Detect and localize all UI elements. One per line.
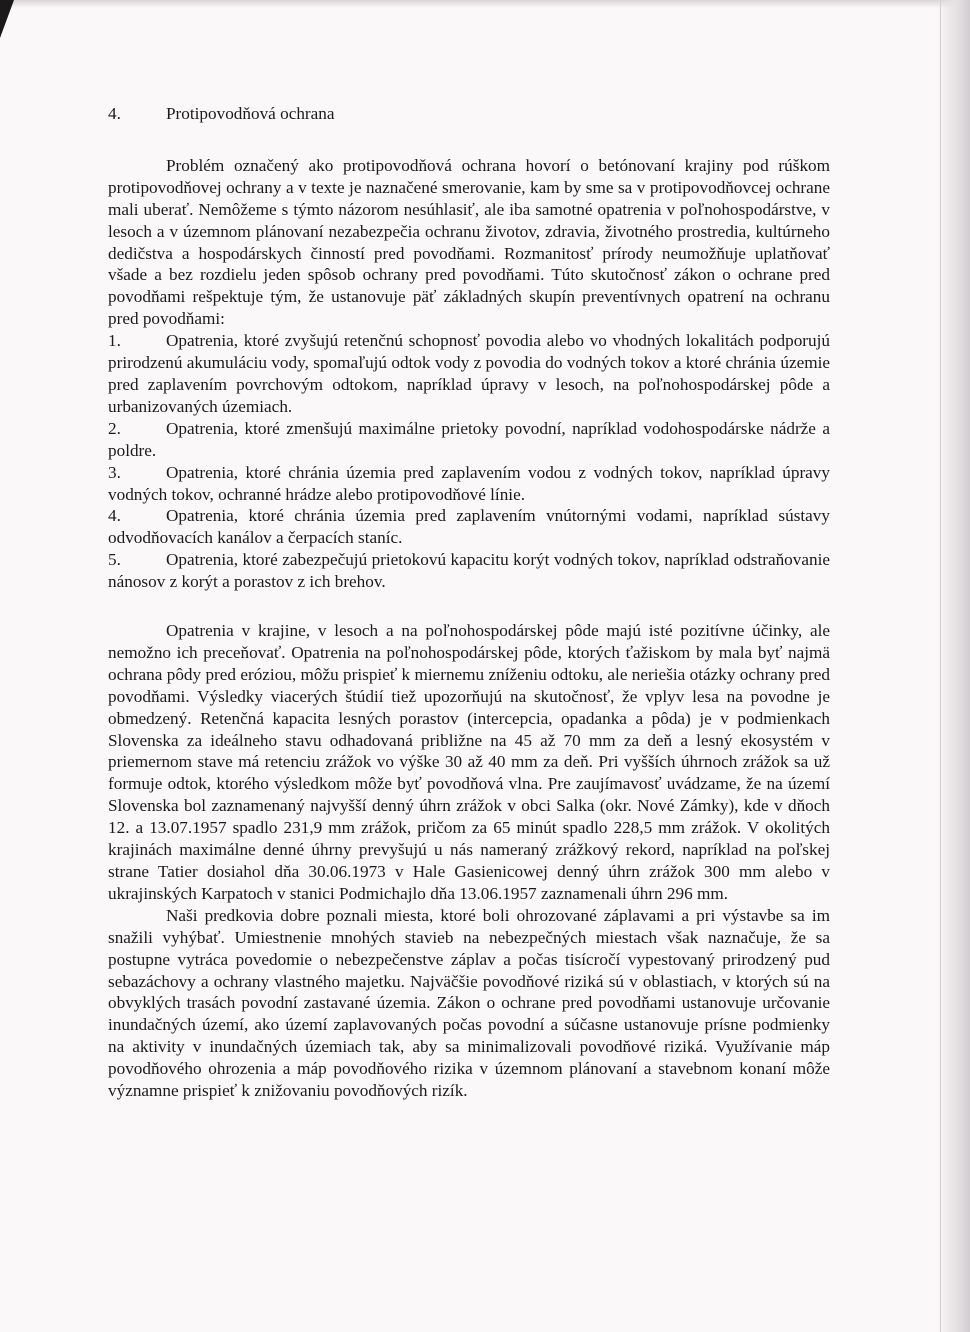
measure-text: Opatrenia, ktoré chránia územia pred zaplavením vnútornými vodami, napríklad sústavy odvodňovacích kanálov a čerpacích staníc.: [108, 506, 830, 548]
paragraph-gap: [108, 593, 830, 620]
ancestors-paragraph: Naši predkovia dobre poznali miesta, ktoré boli ohrozované záplavami a pri výstavbe sa im snažili vyhýbať. Umiestnenie mnohých stavieb na nebezpečných miestach však naznačuje, že sa postupne vytráca povedomie o nebezpečenstve záplav a počas tisícročí vypestovaný prirodzený pud sebazáchovy a ochrany vlastného majetku. Najväčšie povodňové riziká sú v oblastiach, v ktorých sú na obvyklých trasách povodní zastavané územia. Zákon o ochrane pred povodňami ustanovuje určovanie inundačných území, ako území zaplavovaných počas povodní a súčasne ustanovuje prísne podmienky na aktivity v inundačných územiach tak, aby sa minimalizovali povodňové riziká. Využívanie máp povodňového ohrozenia a máp povodňového rizika v územnom plánovaní a stavebnom konaní môže významne prispieť k znižovaniu povodňových rizík.: [108, 905, 830, 1101]
section-heading: [108, 103, 830, 125]
measure-number: 3.: [108, 462, 121, 482]
scan-top-shadow: [0, 0, 970, 8]
measure-text: Opatrenia, ktoré zmenšujú maximálne prietoky povodní, napríklad vodohospodárske nádrže a poldre.: [108, 418, 830, 460]
measure-text: Opatrenia, ktoré zabezpečujú prietokovú kapacitu korýt vodných tokov, napríklad odstraňovanie nánosov z korýt a porastov z ich brehov.: [108, 550, 830, 592]
measure-item-5: [108, 549, 830, 593]
document-page: [108, 103, 830, 1102]
measure-text: Opatrenia, ktoré chránia územia pred zaplavením vodou z vodných tokov, napríklad úpravy vodných tokov, ochranné hrádze alebo protipovodňové línie.: [108, 462, 830, 504]
measure-number: 4.: [108, 506, 121, 526]
measure-item-2: [108, 418, 830, 462]
measure-item-3: [108, 462, 830, 506]
intro-paragraph: Problém označený ako protipovodňová ochrana hovorí o betónovaní krajiny pod rúškom protipovodňovej ochrany a v texte je naznačené smerovanie, kam by sme sa v protipovodňovcej ochrane mali uberať. Nemôžeme s týmto názorom nesúhlasiť, ale iba samotné opatrenia v poľnohospodárstve, v lesoch a v územnom plánovaní nezabezpečia ochranu životov, zdravia, životného prostredia, kultúrneho dedičstva a hospodárskych činností pred povodňami. Rozmanitosť prírody neumožňuje uplatňovať všade a bez rozdielu jeden spôsob ochrany pred povodňami. Túto skutočnosť zákon o ochrane pred povodňami rešpektuje tým, že ustanovuje päť základných skupín preventívnych opatrení na ochranu pred povodňami:: [108, 155, 830, 329]
section-title: Protipovodňová ochrana: [166, 104, 335, 123]
landscape-paragraph: Opatrenia v krajine, v lesoch a na poľnohospodárskej pôde majú isté pozitívne účinky, ale nemožno ich preceňovať. Opatrenia na poľnohospodárskej pôde, ktorých ťažiskom by mala byť najmä ochrana pôdy pred eróziou, môžu prispieť k miernemu zníženiu odtoku, ale neriešia otázky ochrany pred povodňami. Výsledky viacerých štúdií tiež upozorňujú na skutočnosť, že vplyv lesa na povodne je obmedzený. Retenčná kapacita lesných porastov (intercepcia, opadanka a pôda) je v podmienkach Slovenska za ideálneho stavu odhadovaná približne na 45 až 70 mm za deň a lesný ekosystém v priemernom stave má retenciu zrážok vo výške 30 až 40 mm za deň. Pri vyšších úhrnoch zrážok sa už formuje odtok, ktorého výsledkom môže byť povodňová vlna. Pre zaujímavosť uvádzame, že na území Slovenska bol zaznamenaný najvyšší denný úhrn zrážok v obci Salka (okr. Nové Zámky), kde v dňoch 12. a 13.07.1957 spadlo 231,9 mm zrážok, pričom za 65 minút spadlo 228,5 mm zrážok. V okolitých krajinách maximálne denné úhrny prevyšujú u nás nameraný zrážkový rekord, napríklad na poľskej strane Tatier dosiahol dňa 30.06.1973 v Hale Gasienicowej denný úhrn zrážok 300 mm alebo v ukrajinských Karpatoch v stanici Podmichajlo dňa 13.06.1957 zaznamenali úhrn 296 mm.: [108, 621, 830, 903]
measure-number: 2.: [108, 418, 121, 438]
scan-right-shadow: [936, 0, 970, 1332]
measure-number: 5.: [108, 550, 121, 570]
scan-corner-mark: [0, 0, 14, 38]
measure-number: 1.: [108, 331, 121, 351]
measure-item-4: [108, 505, 830, 549]
measure-text: Opatrenia, ktoré zvyšujú retenčnú schopnosť povodia alebo vo vhodných lokalitách podporujú prirodzenú akumuláciu vody, spomaľujú odtok vody z povodia do vodných tokov a ktoré chránia územie pred zaplavením povrchovým odtokom, napríklad úpravy v lesoch, na poľnohospodárskej pôde a urbanizovaných územiach.: [108, 331, 830, 416]
section-number: 4.: [108, 104, 121, 123]
measure-item-1: [108, 330, 830, 418]
